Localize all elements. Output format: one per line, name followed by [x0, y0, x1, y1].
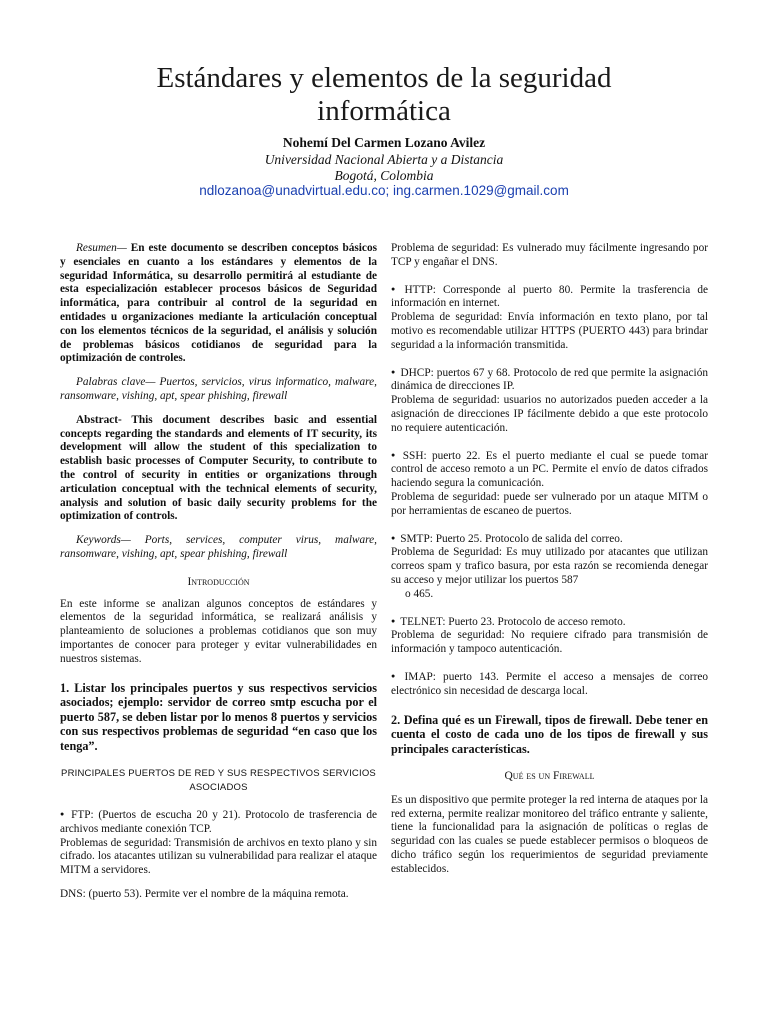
telnet-problem: Problema de seguridad: No requiere cifrado para transmisión de información y tampoco autenticación. [391, 629, 708, 656]
dhcp-text: DHCP: puertos 67 y 68. Protocolo de red que permite la asignación dinámica de direcciones IP. [391, 366, 708, 393]
bullet-icon [391, 533, 400, 545]
bullet-icon [391, 284, 404, 296]
bullet-icon [391, 616, 400, 628]
abstract-english: Abstract- This document describes basic and essential concepts regarding the standards and elements of IT security, its development will allow the student of this specialization to establish basic processes of Computer Security, to contribute to the control of security in entities or organizations through articulation conceptual with the technical elements of security, analysis and solution of basic daily security problems for the optimization of controls. [60, 413, 377, 523]
smtp-item [391, 532, 708, 547]
ports-subheading: PRINCIPALES PUERTOS DE RED Y SUS RESPECTIVOS SERVICIOS ASOCIADOS [61, 768, 376, 794]
author-email[interactable]: ndlozanoa@unadvirtual.edu.co; ing.carmen.1029@gmail.com [199, 183, 569, 198]
smtp-text: SMTP: Puerto 25. Protocolo de salida del correo. [400, 532, 623, 545]
ssh-problem: Problema de seguridad: puede ser vulnerado por un ataque MITM o por herramientas de escaneo de puertos. [391, 490, 708, 517]
dns-item: DNS: (puerto 53). Permite ver el nombre de la máquina remota. [60, 888, 349, 900]
keywords-english: Keywords— Ports, services, computer virus, malware, ransomware, vishing, apt, spear phishing, firewall [60, 534, 377, 560]
resumen-label: Resumen— [76, 242, 127, 254]
dhcp-item [391, 366, 708, 395]
http-text: HTTP: Corresponde al puerto 80. Permite la trasferencia de información en internet. [391, 283, 708, 310]
dhcp-problem: Problema de seguridad: usuarios no autorizados pueden acceder a la asignación de direcciones IP fácilmente debido a que este protocolo no requiere autenticación. [391, 394, 708, 434]
bullet-icon [391, 450, 403, 462]
telnet-text: TELNET: Puerto 23. Protocolo de acceso remoto. [400, 615, 626, 628]
smtp-problem-continuation: o 465. [405, 587, 434, 600]
ssh-item [391, 449, 708, 491]
telnet-item [391, 615, 708, 630]
affiliation-university: Universidad Nacional Abierta y a Distancia [264, 152, 504, 167]
ftp-problem: Problemas de seguridad: Transmisión de archivos en texto plano y sin cifrado. los atacantes utilizan su vulnerabilidad para realizar el ataque MITM a servidores. [60, 836, 377, 877]
introduction-heading: Introducción [187, 575, 250, 588]
question-2: 2. Defina qué es un Firewall, tipos de firewall. Debe tener en cuenta el costo de cada uno de los tipos de firewall y sus principales características. [391, 712, 708, 756]
imap-item [391, 670, 708, 699]
firewall-definition: Es un dispositivo que permite proteger la red interna de ataques por la red externa, permite realizar monitoreo del tráfico entrante y saliente, tiene la funcionalidad para la asignación de políticas o reglas de seguridad con las cuales se puede establecer permisos o bloqueos de dicho tráfico según los requerimientos de seguridad previamente establecidos. [391, 793, 708, 875]
bullet-icon [391, 671, 405, 683]
http-problem: Problema de seguridad: Envía información en texto plano, por tal motivo es recomendable utilizar HTTPS (PUERTO 443) para brindar seguridad a la información transmitida. [391, 311, 708, 351]
ftp-text: FTP: (Puertos de escucha 20 y 21). Protocolo de trasferencia de archivos mediante conexión TCP. [60, 809, 377, 835]
firewall-subheading: Qué es un Firewall [504, 770, 595, 783]
smtp-problem: Problema de Seguridad: Es muy utilizado por atacantes que utilizan correos spam y trafico basura, por esta razón se recomienda denegar su acceso y mejor utilizar los puertos 587 [391, 546, 708, 586]
resumen-paragraph [60, 242, 377, 366]
bullet-icon [60, 809, 71, 821]
introduction-text: En este informe se analizan algunos conceptos de estándares y elementos de la seguridad informática, se realizará análisis y planteamiento de soluciones a problemas cotidianos que son muy importantes de conocer para proteger y evitar vulnerabilidades en nuestros sistemas. [60, 597, 377, 665]
resumen-text: En este documento se describen conceptos básicos y esenciales en cuanto a los estándares y elementos de la seguridad Informática, su desarrollo permitirá al estudiante de esta especialización establecer procesos básicos de Seguridad informática, para contribuir al control de la seguridad en entidades u organizaciones mediante la articulación conceptual con los elementos técnicos de la seguridad, el análisis y solución de problemas básicos cotidianos de seguridad para la optimización de controles. [60, 242, 377, 365]
right-column [391, 242, 708, 877]
imap-text: IMAP: puerto 143. Permite el acceso a mensajes de correo electrónico sin necesidad de descarga local. [391, 670, 708, 697]
question-1: 1. Listar los principales puertos y sus respectivos servicios asociados; ejemplo: servidor de correo smtp escucha por el puerto 587, se deben listar por lo menos 8 puertos y servicios con sus respectivos problemas de seguridad “en caso que los tenga”. [60, 680, 377, 753]
left-column [60, 242, 377, 902]
palabras-clave: Palabras clave— Puertos, servicios, virus informatico, malware, ransomware, vishing, apt, spear phishing, firewall [60, 376, 377, 402]
dns-problem: Problema de seguridad: Es vulnerado muy fácilmente ingresando por TCP y engañar el DNS. [391, 242, 708, 268]
http-item [391, 283, 708, 312]
paper-title: Estándares y elementos de la seguridad informática [156, 62, 612, 127]
ftp-item [60, 808, 377, 837]
author-name: Nohemí Del Carmen Lozano Avilez [282, 135, 486, 150]
affiliation-location: Bogotá, Colombia [334, 168, 434, 183]
ssh-text: SSH: puerto 22. Es el puerto mediante el cual se puede tomar control de acceso remoto a un PC. Permite el envío de datos cifrados haciendo segura la comunicación. [391, 449, 708, 490]
